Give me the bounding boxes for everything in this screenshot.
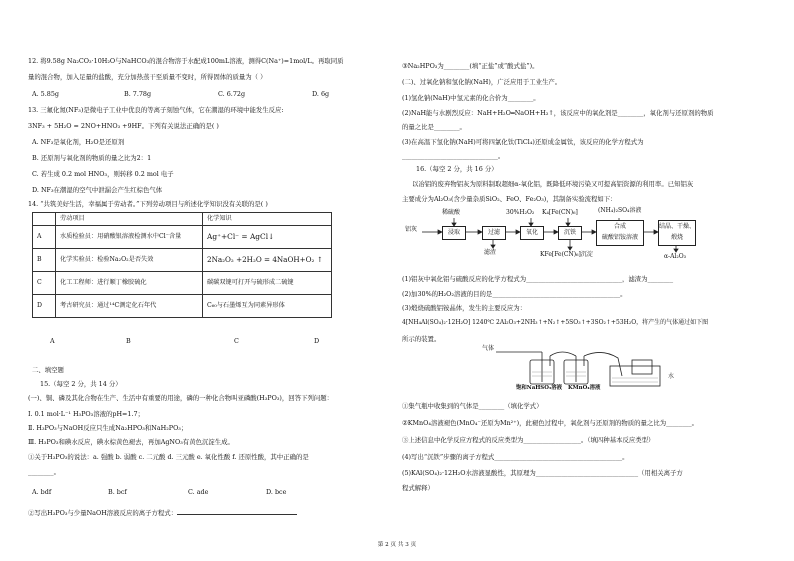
q16-heading: 16.（每空 2 分，共 16 分） <box>416 165 498 173</box>
table-header-cell: 劳动项目 <box>56 213 203 226</box>
q13-option-a: A. NF₃是氧化剂，H₂O是还原剂 <box>32 138 125 146</box>
flow-step-iron-removal: 沉铁 <box>558 226 582 240</box>
apparatus-bottle-1-label: 饱和NaHSO₃溶液 <box>516 385 563 391</box>
table-row <box>33 272 332 295</box>
q14-option-b: B <box>126 337 131 345</box>
flow-step-filter: 过滤 <box>482 226 506 240</box>
apparatus-bottle-2-label: KMnO₄溶液 <box>568 385 601 391</box>
q12-text-2: 量的混合物，加入足量的盐酸，充分加热蒸干至质量不变时，所得固体的质量为（ ） <box>28 73 267 81</box>
q16-intro-2: 主要成分为Al₂O₃(含少量杂质SiO₂、FeO、Fe₂O₃)，其制备实验流程如下： <box>402 195 617 203</box>
t-question-1: ①集气瓶中收集到的气体是________（填化学式） <box>402 402 543 410</box>
table-cell: D <box>33 295 56 318</box>
t-question-3: ③上述信息中化学反应方程式的反应类型为__________________。（填四种基本反应类型） <box>402 436 655 444</box>
apparatus-diagram <box>482 346 702 396</box>
flow-step-crystallize: 结晶、干燥、煅烧 <box>658 220 696 246</box>
table-cell: 考古研究员：通过¹⁴C测定化石年代 <box>56 295 203 318</box>
table-cell: 碳碳双键可打开与硫形成二硫键 <box>203 272 332 295</box>
section-heading: 二、填空题 <box>32 366 64 374</box>
q15-option-c: C. ade <box>188 488 209 496</box>
flow-reagent-1: 稀硫酸 <box>442 209 461 216</box>
q15-fact-3: Ⅲ. H₃PO₃和碘水反应，碘水棕黄色褪去，再加AgNO₃有黄色沉淀生成。 <box>28 438 234 446</box>
q15-question-1: ①关于H₃PO₃的说法：a. 强酸 b. 弱酸 c. 二元酸 d. 三元酸 e. 氧化性酸 f. 还原性酸，其中正确的是 <box>28 453 309 461</box>
q13-option-d: D. NF₃在潮湿的空气中泄漏会产生红棕色气体 <box>32 186 163 194</box>
q13-option-b: B. 还原剂与氧化剂的物质的量之比为2：1 <box>32 154 152 162</box>
apparatus-gas-label: 气体 <box>482 345 495 352</box>
q15-question-2 <box>28 508 297 516</box>
table-header-cell: 化学知识 <box>203 213 332 226</box>
t-question-2: ②KMnO₄溶液褪色(MnO₄⁻还原为Mn²⁺)，此褪色过程中，氧化剂与还原剂的物质的量之比为________。 <box>402 419 699 427</box>
t-question-5: (5)KAl(SO₄)₂·12H₂O水溶液显酸性，其原理为________________________________（用相关离子方 <box>402 469 683 477</box>
s-question-2: (2)加30%的H₂O₂溶液的目的是________________________________________。 <box>402 290 627 298</box>
q13-equation: 3NF₃ + 5H₂O = 2NO+HNO₃ +9HF。下列有关说法正确的是( ) <box>28 122 219 130</box>
q15-heading: 15.（每空 2 分，共 14 分） <box>40 380 122 388</box>
q16-intro: 以冶铝的废弃物铝灰为原料制取超细α-氧化铝，既降低环境污染又可提高铝资源的利用率。已知铝灰 <box>412 180 694 188</box>
q15-option-a: A. bdf <box>32 488 52 496</box>
q12-option-c: C. 6.72g <box>218 90 246 98</box>
table-row <box>33 295 332 318</box>
q15-fact-2: Ⅱ. H₃PO₃与NaOH反应只生成Na₂HPO₃和NaH₂PO₃； <box>28 424 188 432</box>
table-cell: B <box>33 249 56 272</box>
r-question-2b: 的量之比是________。 <box>402 123 466 131</box>
q14-text: 14. “共筑美好生活，幸福属于劳动者。”下列劳动项目与所述化学知识没有关联的是( ) <box>28 200 268 208</box>
r-question-1: (1)氢化钠(NaH)中氢元素的化合价为________。 <box>402 94 540 102</box>
s-question-1: (1)铝灰中氧化铝与硫酸反应的化学方程式为______________________________，滤渣为________ <box>402 275 674 283</box>
q12-text: 12. 将9.58g Na₂CO₃·10H₂O与NaHCO₃的混合物溶于水配成100mL溶液，测得C(Na⁺)=1mol/L。再取同质 <box>28 57 344 65</box>
q12-option-d: D. 6g <box>312 90 330 98</box>
flow-reagent-2: 30%H₂O₂ <box>506 209 535 216</box>
r-question-3b-blank: ______________________________。 <box>402 152 505 160</box>
page-footer: 第 2 页 共 3 页 <box>377 542 417 548</box>
apparatus-water-label: 水 <box>668 373 675 380</box>
r-question-3b: (3)在高温下氢化钠(NaH)可将四氯化钛(TiCl₄)还原成金属钛，该反应的化学方程式为 <box>402 138 644 146</box>
q12-option-b: B. 7.78g <box>124 90 152 98</box>
table-cell: 化学实验员：检验Na₂O₂是否失效 <box>56 249 203 272</box>
table-cell: 水质检验员：用硝酸银溶液检测水中Cl⁻含量 <box>56 226 203 249</box>
flow-residue: 滤渣 <box>484 249 497 256</box>
r-question-2: (2)NaH能与水剧烈反应：NaH+H₂O═NaOH+H₂↑，该反应中的氧化剂是________，氧化剂与还原剂的物质 <box>402 109 714 117</box>
s-equation: 4[NH₄Al(SO₄)₂·12H₂O] 1240℃ 2Al₂O₃+2NH₃↑+N₂↑+5SO₃↑+3SO₂↑+53H₂O，将产生的气体通过如下图 <box>402 319 709 326</box>
flow-reagent-4: (NH₄)₂SO₄溶液 <box>598 207 642 214</box>
s-equation-tail: 所示的装置。 <box>402 335 441 343</box>
table-header-cell <box>33 213 56 226</box>
table-row <box>33 249 332 272</box>
answer-blank <box>177 508 297 515</box>
table-cell: Ag⁺+Cl⁻ = AgCl↓ <box>203 226 332 249</box>
flow-end-product: α-Al₂O₃ <box>664 253 687 260</box>
r-part-2-intro: (二)、过氧化钠和氢化钠(NaH)，广泛应用于工业生产。 <box>402 78 562 86</box>
table-cell: C₆₀与石墨烯互为同素异形体 <box>203 295 332 318</box>
table-header-row <box>33 213 332 226</box>
flow-diagram <box>402 206 770 272</box>
table-row <box>33 226 332 249</box>
q14-option-d: D <box>314 337 320 345</box>
q15-fact-1: Ⅰ. 0.1 mol·L⁻¹ H₃PO₃溶液的pH=1.7； <box>28 410 144 418</box>
flow-step-synthesis-label: 合成 <box>613 223 626 230</box>
flow-step-oxidize: 氧化 <box>520 226 544 240</box>
q15-intro: (一)、铜、磷及其化合物在生产、生活中有重要的用途，磷的一种化合物叫亚磷酸(H₃PO₃)，回答下列问题： <box>28 394 334 402</box>
table-cell: C <box>33 272 56 295</box>
r-question-3: ③Na₂HPO₃为________(填“正盐”或“酸式盐”)。 <box>402 62 539 70</box>
flow-step-synthesis-product: 硫酸铝铵溶液 <box>601 234 638 241</box>
s-question-3: (3)煅烧硫酸铝铵晶体，发生的主要反应为： <box>402 304 527 312</box>
q14-option-a: A <box>50 337 55 345</box>
q15-option-d: D. bce <box>266 488 287 496</box>
table-cell: A <box>33 226 56 249</box>
flow-precipitate: KFe[Fe(CN)₆]沉淀 <box>540 251 593 258</box>
q14-table <box>32 212 332 318</box>
q12-option-a: A. 5.85g <box>32 90 59 98</box>
flow-step-synthesis <box>596 220 644 246</box>
q13-text: 13. 三氟化氮(NF₃)是微电子工业中优良的等离子刻蚀气体，它在潮湿的环境中能发生反应: <box>28 106 284 114</box>
q14-option-c: C <box>234 337 239 345</box>
q15-question-1-blank: ________。 <box>28 468 60 476</box>
q15-option-b: B. bcf <box>108 488 127 496</box>
table-cell: 化工工程师：进行顺丁橡胶硫化 <box>56 272 203 295</box>
t-question-4: (4)写出“沉铁”步骤的离子方程式________________________________________。 <box>402 453 629 461</box>
t-question-5-tail: 程式解释） <box>402 484 434 492</box>
table-cell: 2Na₂O₂ +2H₂O = 4NaOH+O₂ ↑ <box>203 249 332 272</box>
flow-step-leach: 浸取 <box>442 226 466 240</box>
q13-option-c: C. 若生成 0.2 mol HNO₃，则转移 0.2 mol 电子 <box>32 170 174 178</box>
flow-reagent-3: K₄[Fe(CN)₆] <box>542 209 578 216</box>
q15-question-2-text: ②写出H₃PO₃与少量NaOH溶液反应的离子方程式： <box>28 509 178 517</box>
flow-start: 铝灰 <box>404 226 417 233</box>
